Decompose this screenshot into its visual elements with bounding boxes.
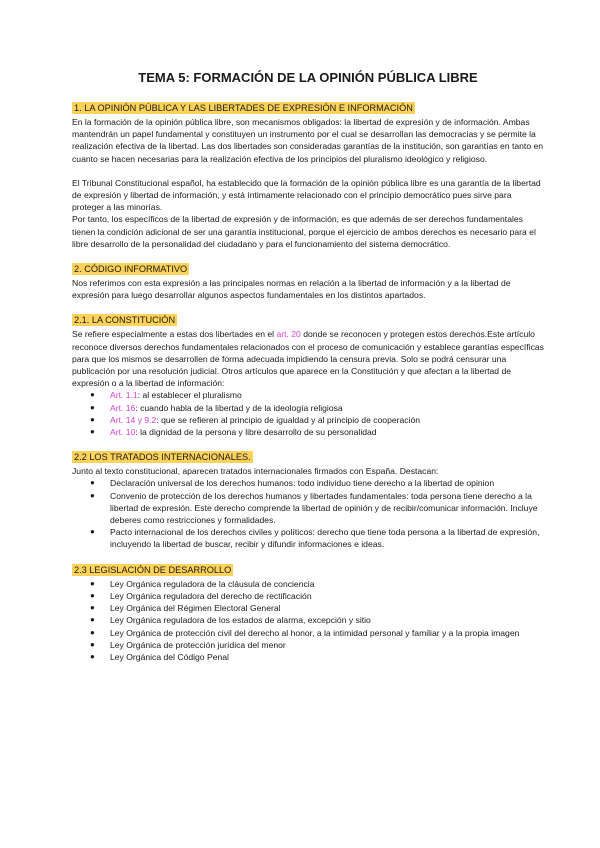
- list-item-text: : que se refieren al principio de igualdad y al principio de cooperación: [156, 414, 421, 425]
- article-reference: art. 20: [276, 329, 301, 340]
- treaties-list: [72, 477, 544, 550]
- bullet-icon: ●: [90, 615, 95, 625]
- bullet-icon: ●: [90, 427, 95, 437]
- bullet-icon: ●: [90, 627, 95, 637]
- section-1-paragraph-1: En la formación de la opinión pública libre, son mecanismos obligados: la libertad de expresión y de información. Ambas mantendrán un papel fundamental y constituyen un instrumento por el cual se desarrollan las democracias y se permite la realización efectiva de la libertad. Las dos libertades son consideradas garantías de la institución, son garantías en tanto en cuanto se hacen necesarias para la realización efectiva de los principios del pluralismo ideológico y religioso.: [72, 117, 544, 164]
- section-2-3-heading: 2.3 LEGISLACIÓN DE DESARROLLO: [74, 564, 232, 575]
- list-item: [90, 639, 544, 651]
- constitution-articles-list: [72, 389, 544, 438]
- list-item: [90, 414, 544, 426]
- bullet-icon: ●: [90, 578, 95, 588]
- list-item-text: Ley Orgánica reguladora de la cláusula de conciencia: [110, 578, 315, 589]
- list-item: [90, 590, 544, 602]
- section-2-2-heading: 2.2 LOS TRATADOS INTERNACIONALES.: [74, 452, 251, 463]
- bullet-icon: ●: [90, 402, 95, 412]
- list-item: [90, 602, 544, 614]
- bullet-icon: ●: [90, 651, 95, 661]
- article-reference: Art. 10: [110, 427, 136, 438]
- list-item: [90, 526, 544, 550]
- section-2-1-text-b: donde se reconocen y protegen estos derechos.Este artículo reconoce diversos derechos fundamentales relacionados con el proceso de comunicación y establece garantías específicas para que los mismos se desarrollen de forma adecuada impidiendo la censura previa. Solo se podrá censurar una publicación por una resolución judicial. Otros artículos que aparece en la Constitución y que afectan a la libertad de expresión o a la libertad de información:: [72, 329, 544, 389]
- section-2-heading: 2. CÓDIGO INFORMATIVO: [74, 264, 188, 275]
- list-item-text: Ley Orgánica de protección civil del derecho al honor, a la intimidad personal y familiar y a la propia imagen: [110, 627, 520, 638]
- bullet-icon: ●: [90, 490, 95, 500]
- section-2-2: [72, 447, 544, 550]
- list-item: [90, 490, 544, 527]
- list-item-text: Ley Orgánica reguladora del derecho de rectificación: [110, 590, 312, 601]
- article-reference: Art. 16: [110, 402, 136, 413]
- list-item-text: Ley Orgánica de protección jurídica del menor: [110, 639, 286, 650]
- bullet-icon: ●: [90, 639, 95, 649]
- list-item-text: Pacto internacional de los derechos civiles y políticos: derecho que tiene toda persona a la libertad de expresión, incluyendo la libertad de buscar, recibir y difundir informaciones e ideas.: [110, 527, 540, 550]
- list-item: [90, 614, 544, 626]
- section-2-1-paragraph: [72, 328, 544, 389]
- section-2-1-heading: 2.1. LA CONSTITUCIÓN: [74, 315, 176, 326]
- legislation-list: [72, 578, 544, 663]
- list-item: [90, 402, 544, 414]
- section-2-1: [72, 310, 544, 438]
- article-reference: Art. 1.1: [110, 390, 138, 401]
- section-2-paragraph-1: Nos referimos con esta expresión a las principales normas en relación a la libertad de información y a la libertad de expresión para luego desarrollar algunos aspectos fundamentales en los distintos apartados.: [72, 278, 511, 301]
- section-2-1-text-a: Se refiere especialmente a estas dos libertades en el: [72, 329, 277, 340]
- bullet-icon: ●: [90, 414, 95, 424]
- list-item: [90, 578, 544, 590]
- list-item-text: Declaración universal de los derechos humanos: todo individuo tiene derecho a la libertad de opinion: [110, 478, 495, 489]
- section-2-2-paragraph: Junto al texto constitucional, aparecen tratados internacionales firmados con España. Destacan:: [72, 466, 439, 477]
- section-2: [72, 259, 544, 301]
- document-title: TEMA 5: FORMACIÓN DE LA OPINIÓN PÚBLICA LIBRE: [138, 70, 478, 85]
- article-reference: Art. 14 y 9.2: [110, 414, 157, 425]
- list-item: [90, 477, 544, 489]
- bullet-icon: ●: [90, 478, 95, 488]
- bullet-icon: ●: [90, 390, 95, 400]
- section-1-paragraph-2: El Tribunal Constitucional español, ha establecido que la formación de la opinión pública libre es una garantía de la libertad de expresión y libertad de información, y está íntimamente relacionado con el principio democrático pues sirve para proteger a las minorías.: [72, 177, 541, 213]
- list-item: [90, 627, 544, 639]
- list-item: [90, 426, 544, 438]
- list-item-text: Ley Orgánica del Código Penal: [110, 651, 229, 662]
- section-1: [72, 98, 544, 250]
- bullet-icon: ●: [90, 590, 95, 600]
- list-item-text: Ley Orgánica del Régimen Electoral General: [110, 603, 281, 614]
- list-item-text: Ley Orgánica reguladora de los estados de alarma, excepción y sitio: [110, 615, 371, 626]
- bullet-icon: ●: [90, 527, 95, 537]
- list-item-text: : al establecer el pluralismo: [137, 390, 242, 401]
- bullet-icon: ●: [90, 603, 95, 613]
- section-1-heading: 1. LA OPINIÓN PÚBLICA Y LAS LIBERTADES DE EXPRESIÓN E INFORMACIÓN: [74, 103, 413, 113]
- list-item-text: Convenio de protección de los derechos humanos y libertades fundamentales: toda persona tiene derecho a la libertad de expresión. Este derecho comprende la libertad de opinión y de recibir/comunicar información. Incluye deberes como restricciones y formalidades.: [110, 490, 538, 526]
- section-1-paragraph-3: Por tanto, los específicos de la libertad de expresión y de información, es que además de ser derechos fundamentales tienen la condición adicional de ser una garantía institucional, porque el ejercicio de ambos derechos es necesario para el libre desarrollo de la personalidad del ciudadano y para el funcionamiento del sistema democrático.: [72, 214, 536, 249]
- list-item: [90, 389, 544, 401]
- list-item: [90, 651, 544, 663]
- list-item-text: : la dignidad de la persona y libre desarrollo de su personalidad: [135, 427, 377, 438]
- section-2-3: [72, 560, 544, 663]
- list-item-text: : cuando habla de la libertad y de la ideología religiosa: [135, 402, 343, 413]
